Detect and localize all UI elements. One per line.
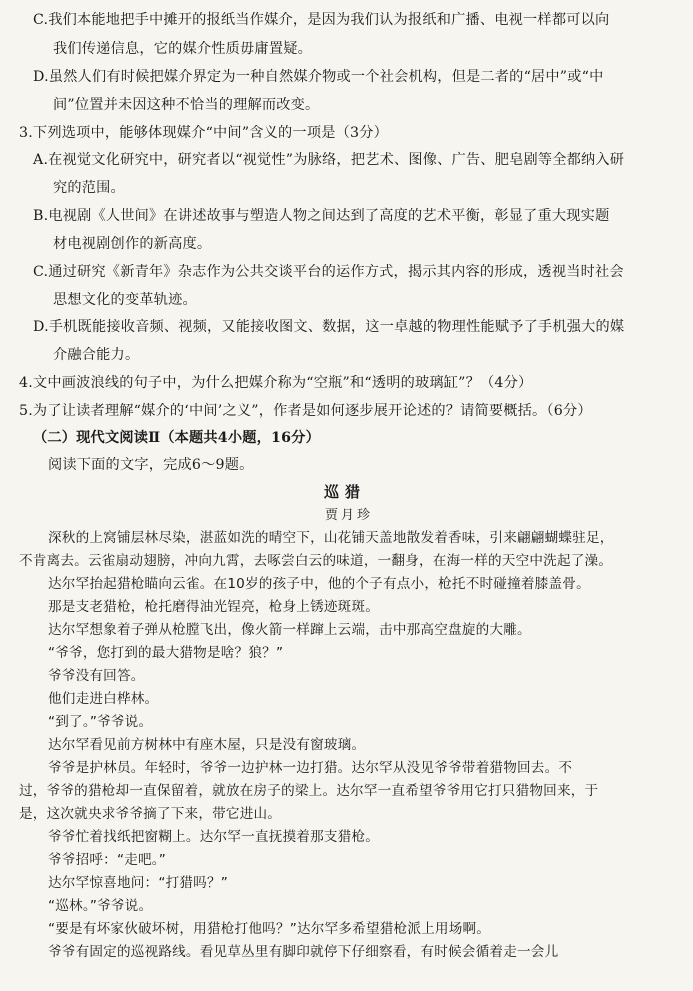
story-dialogue-3: 爷爷招呼：“走吧。” [48, 852, 167, 868]
option-c-line2: 我们传递信息，它的媒介性质毋庸置疑。 [53, 41, 312, 57]
story-dialogue-1: “爷爷，您打到的最大猎物是啥？狼？” [48, 645, 284, 661]
q3-option-b-line2: 材电视剧创作的新高度。 [53, 236, 212, 252]
story-dialogue-5: “巡林。”爷爷说。 [48, 898, 153, 914]
q3-option-a-line2: 究的范围。 [53, 180, 125, 196]
question-4: 4.文中画波浪线的句子中，为什么把媒介称为“空瓶”和“透明的玻璃缸”？（4分） [19, 375, 533, 391]
story-paragraph-8-line3: 是，这次就央求爷爷摘了下来，带它进山。 [19, 806, 282, 822]
question-5: 5.为了让读者理解“媒介的‘中间’之义”，作者是如何逐步展开论述的？请简要概括。（6分） [19, 403, 592, 419]
story-dialogue-4: 达尔罕惊喜地问：“打猎吗？” [48, 875, 229, 891]
reading-instruction: 阅读下面的文字，完成6～9题。 [48, 457, 254, 473]
story-paragraph-8-line2: 过，爷爷的猎枪却一直保留着，就放在房子的梁上。达尔罕一直希望爷爷用它打只猎物回来，于 [19, 783, 599, 799]
story-dialogue-6: “要是有坏家伙破坏树，用猎枪打他吗？”达尔罕多希望猎枪派上用场啊。 [48, 921, 491, 937]
story-paragraph-10: 爷爷有固定的巡视路线。看见草丛里有脚印就停下仔细察看，有时候会循着走一会儿 [48, 944, 559, 960]
question-3: 3.下列选项中，能够体现媒介“中间”含义的一项是（3分） [19, 125, 388, 141]
section-heading: （二）现代文阅读Ⅱ（本题共4小题，16分） [33, 430, 320, 446]
story-dialogue-2: “到了。”爷爷说。 [48, 714, 153, 730]
story-paragraph-4: 达尔罕想象着子弹从枪膛飞出，像火箭一样蹿上云端，击中那高空盘旋的大雕。 [48, 622, 531, 638]
story-paragraph-1-line1: 深秋的上窝铺层林尽染，湛蓝如洗的晴空下，山花铺天盖地散发着香味，引来翩翩蝴蝶驻足， [48, 530, 614, 546]
story-paragraph-6: 他们走进白桦林。 [48, 691, 159, 707]
story-paragraph-3: 那是支老猎枪，枪托磨得油光锃亮，枪身上锈迹斑斑。 [48, 599, 380, 615]
story-paragraph-2: 达尔罕抬起猎枪瞄向云雀。在10岁的孩子中，他的个子有点小，枪托不时碰撞着膝盖骨。 [48, 576, 590, 592]
story-paragraph-1-line2: 不肯离去。云雀扇动翅膀，冲向九霄，去啄尝白云的味道，一翻身，在海一样的天空中洗起了澡。 [19, 553, 613, 569]
story-paragraph-5: 爷爷没有回答。 [48, 668, 145, 684]
q3-option-d-line2: 介融合能力。 [53, 347, 140, 363]
q3-option-d-line1: D.手机既能接收音频、视频，又能接收图文、数据，这一卓越的物理性能赋予了手机强大的媒 [33, 319, 625, 335]
story-paragraph-7: 达尔罕看见前方树林中有座木屋，只是没有窗玻璃。 [48, 737, 366, 753]
q3-option-a-line1: A.在视觉文化研究中，研究者以“视觉性”为脉络，把艺术、图像、广告、肥皂剧等全都纳入研 [33, 152, 625, 168]
q3-option-c-line1: C.通过研究《新青年》杂志作为公共交谈平台的运作方式，揭示其内容的形成，透视当时社会 [33, 264, 624, 280]
option-c-line1: C.我们本能地把手中摊开的报纸当作媒介，是因为我们认为报纸和广播、电视一样都可以向 [33, 12, 610, 28]
q3-option-c-line2: 思想文化的变革轨迹。 [53, 292, 197, 308]
option-d-line1: D.虽然人们有时候把媒介界定为一种自然媒介物或一个社会机构，但是二者的“居中”或“中 [33, 69, 604, 85]
q3-option-b-line1: B.电视剧《人世间》在讲述故事与塑造人物之间达到了高度的艺术平衡，彰显了重大现实题 [33, 208, 610, 224]
story-paragraph-9: 爷爷忙着找纸把窗糊上。达尔罕一直抚摸着那支猎枪。 [48, 829, 380, 845]
story-author: 贾月珍 [325, 508, 374, 523]
option-d-line2: 间”位置并未因这种不恰当的理解而改变。 [53, 97, 320, 113]
story-title: 巡猎 [324, 483, 367, 501]
story-paragraph-8-line1: 爷爷是护林员。年轻时，爷爷一边护林一边打猎。达尔罕从没见爷爷带着猎物回去。不 [48, 760, 573, 776]
